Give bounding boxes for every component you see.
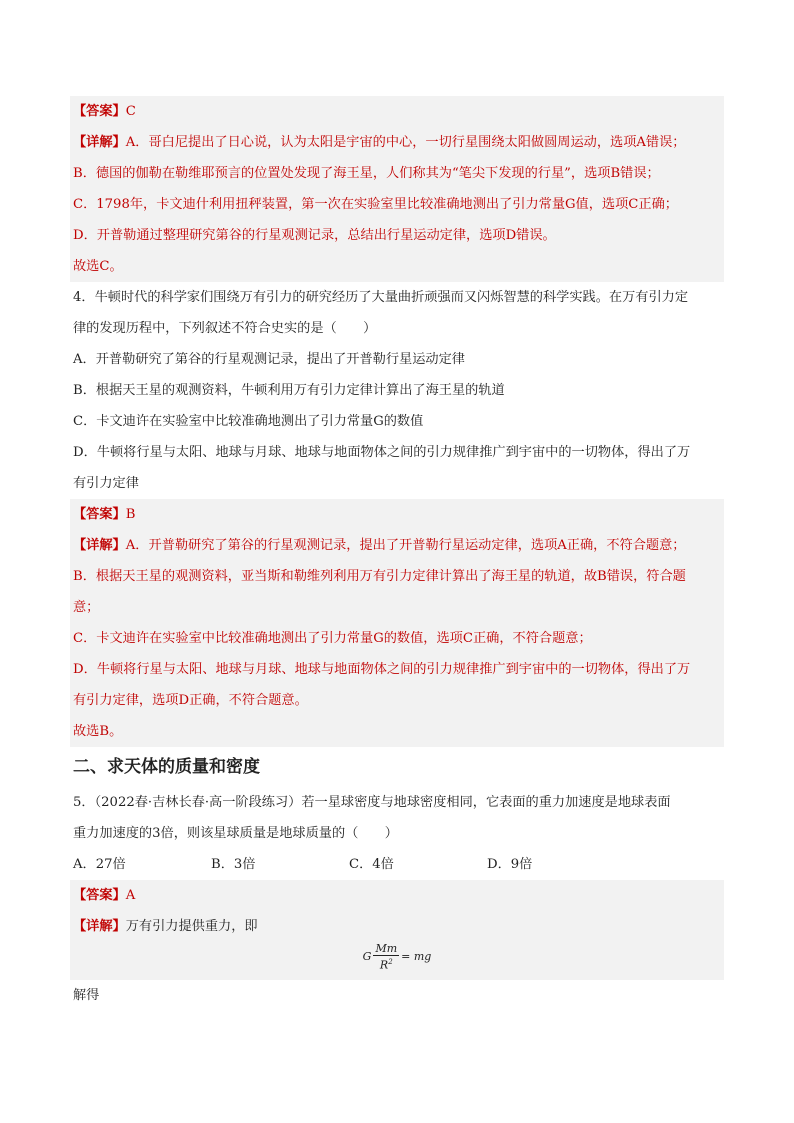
q4-option-c: C．卡文迪许在实验室中比较准确地测出了引力常量G的数值 xyxy=(73,414,424,429)
q4-question xyxy=(70,282,724,499)
q3-detail-line-c: C．1798年，卡文迪什利用扭秤装置，第一次在实验室里比较准确地测出了引力常量G值，选项C正确； xyxy=(73,197,678,212)
q3-detail-line-a xyxy=(70,127,724,158)
detail-text: 万有引力提供重力，即 xyxy=(125,919,258,934)
answer-value: C xyxy=(125,104,136,119)
q5-options xyxy=(70,849,724,880)
q3-conclusion: 故选C。 xyxy=(73,259,123,274)
q4-answer-line xyxy=(70,499,724,530)
formula-numerator: Mm xyxy=(375,942,398,955)
answer-tag: 【答案】 xyxy=(73,888,126,903)
q4-detail-line-c: C．卡文迪许在实验室中比较准确地测出了引力常量G的数值，选项C正确，不符合题意； xyxy=(73,631,592,646)
detail-text: A．哥白尼提出了日心说，认为太阳是宇宙的中心，一切行星围绕太阳做圆周运动，选项A错误； xyxy=(125,135,686,150)
q5-option-b: B．3倍 xyxy=(211,857,256,872)
q3-detail-line-b: B．德国的伽勒在勒维耶预言的位置处发现了海王星，人们称其为“笔尖下发现的行星”，选项B错误； xyxy=(73,166,660,181)
q4-detail-line-b-cont: 意； xyxy=(73,600,100,615)
answer-value: A xyxy=(125,888,136,903)
q5-detail-line xyxy=(70,911,724,942)
q4-detail-line-b: B．根据天王星的观测资料，亚当斯和勒维列利用万有引力定律计算出了海王星的轨道，故B错误，符合题 xyxy=(73,569,686,584)
q4-detail-line-d: D．牛顿将行星与太阳、地球与月球、地球与地面物体之间的引力规律推广到宇宙中的一切物体，得出了万 xyxy=(73,662,691,677)
q5-answer-block xyxy=(70,880,724,980)
detail-tag: 【详解】 xyxy=(73,135,126,150)
formula-exponent: 2 xyxy=(388,958,393,966)
formula-expression xyxy=(363,942,432,972)
q4-answer-block xyxy=(70,499,724,747)
q4-option-b: B．根据天王星的观测资料，牛顿利用万有引力定律计算出了海王星的轨道 xyxy=(73,383,505,398)
formula-g: G xyxy=(362,950,372,964)
q4-detail-line-a xyxy=(70,530,724,561)
q5-stem-line1: 5．（2022春·吉林长春·高一阶段练习）若一星球密度与地球密度相同，它表面的重力加速度是地球表面 xyxy=(73,795,671,810)
formula-den-base: R xyxy=(379,958,389,972)
detail-tag: 【详解】 xyxy=(73,538,126,553)
answer-value: B xyxy=(125,507,136,522)
q4-stem-line2: 律的发现历程中，下列叙述不符合史实的是（ ） xyxy=(73,321,377,336)
q5-after-text: 解得 xyxy=(73,988,100,1003)
q5-option-d: D．9倍 xyxy=(487,857,533,872)
answer-tag: 【答案】 xyxy=(73,104,126,119)
q3-detail-line-d: D．开普勒通过整理研究第谷的行星观测记录，总结出行星运动定律，选项D错误。 xyxy=(73,228,556,243)
answer-tag: 【答案】 xyxy=(73,507,126,522)
q5-stem-line2: 重力加速度的3倍，则该星球质量是地球质量的（ ） xyxy=(73,826,398,841)
q5-answer-line xyxy=(70,880,724,911)
q4-option-a: A．开普勒研究了第谷的行星观测记录，提出了开普勒行星运动定律 xyxy=(73,352,465,367)
q4-option-d: D．牛顿将行星与太阳、地球与月球、地球与地面物体之间的引力规律推广到宇宙中的一切物体，得出了万 xyxy=(73,445,691,460)
detail-tag: 【详解】 xyxy=(73,919,126,934)
q4-option-d-cont: 有引力定律 xyxy=(73,476,139,491)
formula-denominator xyxy=(380,956,393,972)
formula-rhs: = mg xyxy=(401,950,432,964)
q3-answer-line xyxy=(70,96,724,127)
q4-conclusion: 故选B。 xyxy=(73,724,123,739)
section-heading: 二、求天体的质量和密度 xyxy=(73,757,260,777)
detail-text: A．开普勒研究了第谷的行星观测记录，提出了开普勒行星运动定律，选项A正确，不符合题意； xyxy=(125,538,686,553)
q3-answer-block xyxy=(70,96,724,282)
q5-option-c: C．4倍 xyxy=(349,857,394,872)
formula-fraction xyxy=(373,942,399,972)
gravity-formula xyxy=(70,942,724,980)
q4-detail-line-d-cont: 有引力定律，选项D正确，不符合题意。 xyxy=(73,693,308,708)
content-column xyxy=(70,96,724,1011)
q5-question xyxy=(70,787,724,880)
q5-option-a: A．27倍 xyxy=(73,857,126,872)
q4-stem-line1: 4．牛顿时代的科学家们围绕万有引力的研究经历了大量曲折顽强而又闪烁智慧的科学实践。在万有引力定 xyxy=(73,290,689,305)
